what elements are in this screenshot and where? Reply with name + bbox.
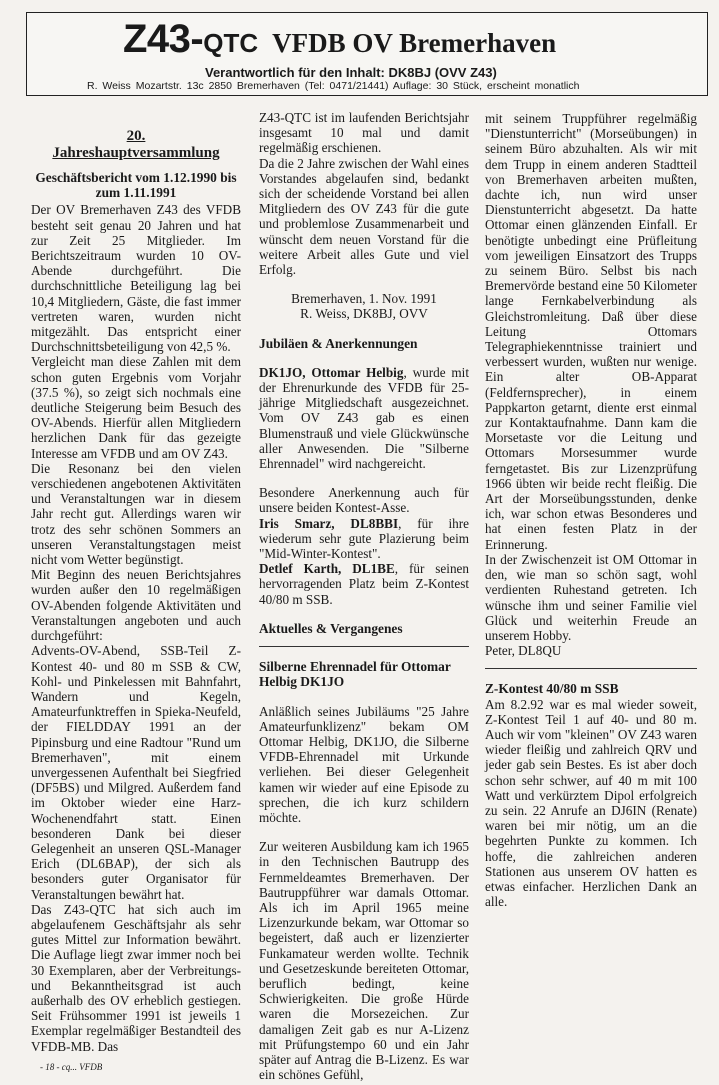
page-footer: - 18 - cq... VFDB [40,1062,103,1072]
paragraph: Das Z43-QTC hat sich auch im abgelaufenem Geschäftsjahr als sehr gutes Mittel zur Information bewährt. Die Auflage liegt zwar immer noch bei 30 Exemplaren, aber der Verbreitungs- und Bekanntheitsgrad ist auch außerhalb des OV erheblich gestiegen. Seit Frühsommer 1991 ist jeweils 1 Exemplar regelmäßiger Bestandteil des VFDB-MB. Das [31,901,241,1054]
masthead-responsible: Verantwortlich für den Inhalt: DK8BJ (OVV Z43) [205,65,497,80]
signature: Peter, DL8QU [485,643,562,659]
paragraph: Die Resonanz bei den vielen verschiedenen angebotenen Aktivitäten und Veranstaltungen war in diesem Jahr recht gut. Allerdings waren wir trotz des sehr schönen Sommers an unseren Veranstaltungstagen meist nicht vom Wetter begünstigt. [31,460,241,568]
member-name: Iris Smarz, DL8BBI [259,515,399,531]
paragraph: Advents-OV-Abend, SSB-Teil Z-Kontest 40- und 80 m SSB & CW, Kohl- und Pinkelessen mit Bahnfahrt, Wandern und Kegeln, Amateurfunktreffen in Spieka-Neufeld, der FIELDDAY 1991 an der Pipinsburg und eine Radtour "Rund um Bremerhaven", mit einem unvergessenen Aufenthalt bei Siegfried (DF5BS) und Milgred. Außerdem fand im Oktober wieder eine Harz-Wochenendfahrt statt. Einen besonderen Dank bei dieser Gelegenheit an unseren QSL-Manager Erich (DL6BAP), der sich als besonders guter Organisator für Veranstaltungen bewährt hat. [31,643,241,902]
masthead-qtc: QTC [203,28,259,58]
masthead-address: R. Weiss Mozartstr. 13c 2850 Bremerhaven (Tel: 0471/21441) Auflage: 30 Stück, erscheint monatlich [87,80,580,92]
paragraph [259,516,469,562]
column-2 [259,110,469,1082]
paragraph-text: , für seinen hervorragenden Platz beim Z-Kontest 40/80 m SSB. [259,561,469,607]
paragraph: Besondere Anerkennung auch für unsere beiden Kontest-Asse. [259,485,469,516]
section-heading-jubilee: Jubiläen & Anerkennungen [259,335,418,351]
paragraph: Zur weiteren Ausbildung kam ich 1965 in den Technischen Bautrupp des Fernmeldeamtes Bremerhaven. Der Bautruppführer war damals Ottomar. Als ich im April 1965 meine Lizenzurkunde bekam, war Ottomar so begeistert, daß auch er lizenzierter Funkamateur werden wollte. Technik und Gesetzeskunde bereiteten Ottomar, beruflich bedingt, keine Schwierigkeiten. Die große Hürde waren die Morsezeichen. Zur damaligen Zeit gab es nur A-Lizenz mit Prüfungstempo 60 und ein Jahr später auf Antrag die B-Lizenz. Es war ein schönes Gefühl, [259,839,469,1083]
paragraph [259,561,469,607]
section-heading-news: Aktuelles & Vergangenes [259,620,403,636]
paragraph: Anläßlich seines Jubiläums "25 Jahre Amateurfunklizenz" bekam OM Ottomar Helbig, DK1JO, die Silberne VFDB-Ehrennadel mit Urkunde verliehen. Bei dieser Gelegenheit kamen wir wieder auf eine Episode zu sprechen, die ich kurz schildern möchte. [259,703,469,825]
paragraph: Mit Beginn des neuen Berichtsjahres wurden außer den 10 regelmäßigen OV-Abenden folgende Aktivitäten und Veranstaltungen angeboten und auch durchgeführt: [31,567,241,644]
masthead-title [123,19,556,59]
meeting-heading: Jahreshauptversammlung [52,145,220,161]
section-heading-silver-pin: Silberne Ehrennadel für Ottomar Helbig DK1JO [259,659,451,690]
paragraph: Vergleicht man diese Zahlen mit dem schon guten Ergebnis vom Vorjahr (37.5 %), so zeigt sich nochmals eine deutliche Steigerung beim Besuch des OV-Abends. Hierfür allen Mitgliedern herzlichen Dank für das gezeigte Interesse am VFDB und am OV Z43. [31,354,241,461]
divider [485,668,697,669]
paragraph [259,365,469,471]
paragraph: mit seinem Truppführer regelmäßig "Dienstunterricht" (Morseübungen) in seinem Büro abzuhalten. Als wir mit dem Trupp in einem anderen Stadtteil von Bremerhaven arbeiten mußten, dachte ich, nun wird unser Dienstunterricht abgesetzt. Da hatte Ottomar einen glänzenden Einfall. Er benötigte unbedingt eine Prüfleitung vom jeweiligen Einsatzort des Trupps zu seinem Büro. Selbst bis nach Bremervörde bestand eine 50 Kilometer lange Fernkabelverbindung als Gleichstromleitung. Daß über diese Leitung Ottomars Telegraphiekenntnisse trainiert und verbessert wurden, wußten nur wenige. Ein alter OB-Apparat (Feldfernsprecher), in einem Pappkarton getarnt, diente erst einmal zur Kontaktaufnahme. Dann kam die Morsetaste vor die Leitung und Ottomars Morsesummer wurde ferngetastet. Bis zur Lizenzprüfung 1966 übten wir beide recht fleißig. Die Art der Morseübungsstunden, denke ich, war schon etwas Besonderes und hat einen festen Platz in der Erinnerung. [485,111,697,552]
member-name: Detlef Karth, DL1BE [259,561,395,577]
paragraph: In der Zwischenzeit ist OM Ottomar in den, wie man so schön sagt, wohl verdienten Ruhestand getreten. Ich wünsche ihm und seiner Familie viel Glück und weiterhin Freude an unserem Hobby. [485,551,697,643]
meeting-number: 20. [126,128,146,144]
section-heading-contest: Z-Kontest 40/80 m SSB [485,681,619,697]
signature-name: R. Weiss, DK8BJ, OVV [300,306,428,322]
column-1 [31,110,241,1054]
masthead-z43: Z43- [123,17,204,61]
masthead-ov-name: VFDB OV Bremerhaven [272,28,557,58]
paragraph: Da die 2 Jahre zwischen der Wahl eines Vorstandes abgelaufen sind, bedankt sich der scheidende Vorstand bei allen Mitgliedern des OV Z43 für die gute und problemlose Zusammenarbeit und wünscht dem neuen Vorstand für die weitere Arbeit alles Gute und viel Erfolg. [259,155,469,278]
paragraph: Der OV Bremerhaven Z43 des VFDB besteht seit genau 20 Jahren und hat zur Zeit 25 Mitglieder. Im Berichtszeitraum wurden 10 OV-Abende durchgeführt. Die durchschnittliche Beteiligung lag bei 10,4 Mitgliedern, Gäste, die fast immer vertreten waren, wurden nicht mitgezählt. Das entspricht einer Durchschnittsbeteiligung von 42,5 %. [31,202,241,355]
column-3 [485,111,697,909]
paragraph-text: , wurde mit der Ehrenurkunde des VFDB für 25-jährige Mitgliedschaft ausgezeichnet. Vom OV Z43 gab es einen Blumenstrauß und viele Glückwünsche aller Anwesenden. Die "Silberne Ehrennadel" wird nachgereicht. [259,364,469,472]
masthead [26,12,708,96]
paragraph-text: , für ihre wiederum sehr gute Plazierung beim "Mid-Winter-Kontest". [259,515,469,562]
divider [259,646,469,647]
signature-date: Bremerhaven, 1. Nov. 1991 [291,291,437,307]
paragraph: Am 8.2.92 war es mal wieder soweit, Z-Kontest Teil 1 auf 40- und 80 m. Auch wir vom "kleinen" OV Z43 waren wieder fleißig und zahlreich QRV und jeder gab sein Bestes. Es ist aber doch schon sehr schwer, auf 40 m mit 100 Watt und verkürztem Dipol erfolgreich zu sein. 22 Anrufe an DJ6IN (Renate) waren bei mir nötig, um an die begehrten Punkte zu kommen. Ich hoffe, die zahlreichen anderen Stationen aus unserem OV hatten es etwas einfacher. Herzlichen Dank an alle. [485,696,697,910]
report-title: Geschäftsbericht vom 1.12.1990 bis zum 1.11.1991 [35,170,237,201]
member-name: DK1JO, Ottomar Helbig [259,364,404,380]
paragraph: Z43-QTC ist im laufenden Berichtsjahr insgesamt 10 mal und damit regelmäßig erschienen. [259,110,469,156]
